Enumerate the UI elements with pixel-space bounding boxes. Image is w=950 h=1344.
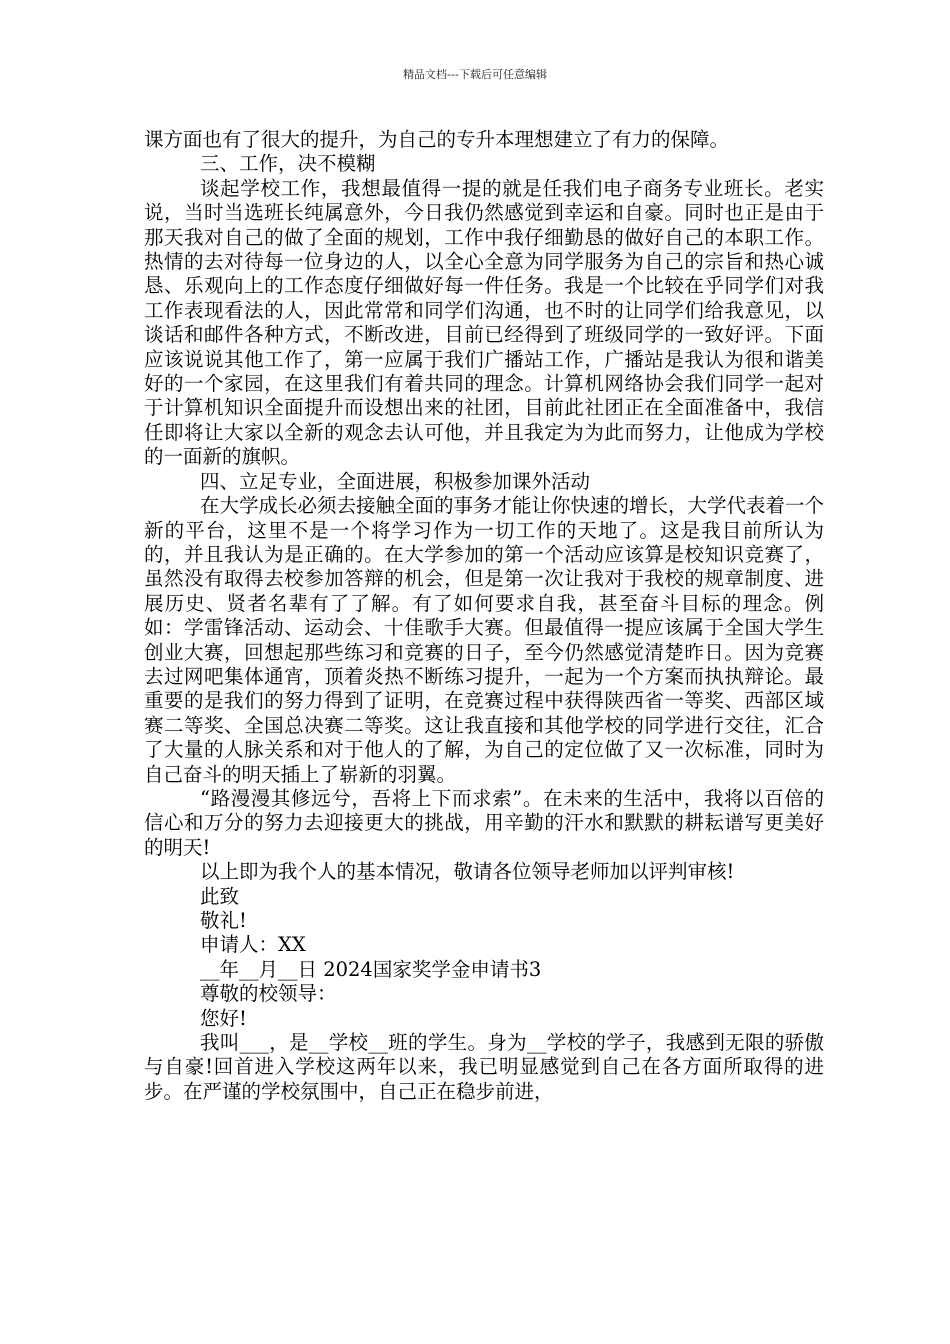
section-heading: 四、立足专业，全面进展，积极参加课外活动 xyxy=(200,469,591,493)
paragraph: 谈起学校工作，我想最值得一提的就是任我们电子商务专业班长。老实说，当时当选班长纯属意外，今日我仍然感觉到幸运和自豪。同时也正是由于那天我对自己的做了全面的规划，工作中我仔细勤恳的做好自己的本职工作。热情的去对待每一位身边的人，以全心全意为同学服务为自己的宗旨和热心诚恳、乐观向上的工作态度仔细做好每一件任务。我是一个比较在乎同学们对我工作表现看法的人，因此常常和同学们沟通，也不时的让同学们给我意见，以谈话和邮件各种方式，不断改进，目前已经得到了班级同学的一致好评。下面应该说说其他工作了，第一应属于我们广播站工作，广播站是我认为很和谐美好的一个家园，在这里我们有着共同的理念。计算机网络协会我们同学一起对于计算机知识全面提升而设想出来的社团，目前此社团正在全面准备中，我信任即将让大家以全新的观念去认可他，并且我定为为此而努力，让他成为学校的一面新的旗帜。 xyxy=(144,176,824,469)
salutation-regards: 敬礼! xyxy=(200,909,247,932)
section-heading: 三、工作，决不模糊 xyxy=(200,152,376,176)
paragraph: 在大学成长必须去接触全面的事务才能让你快速的增长，大学代表着一个新的平台，这里不是一个将学习作为一切工作的天地了。这是我目前所认为的，并且我认为是正确的。在大学参加的第一个活动应该算是校知识竞赛了，虽然没有取得去校参加答辩的机会，但是第一次让我对于我校的规章制度、进展历史、贤者名辈有了了解。有了如何要求自我，甚至奋斗目标的理念。例如：学雷锋活动、运动会、十佳歌手大赛。但最值得一提应该属于全国大学生创业大赛，回想起那些练习和竞赛的日子，至今仍然感觉清楚昨日。因为竞赛去过网吧集体通宵，顶着炎热不断练习提升，一起为一个方案而执执辩论。最重要的是我们的努力得到了证明，在竞赛过程中获得陕西省一等奖、西部区域赛二等奖、全国总决赛二等奖。这让我直接和其他学校的同学进行交往，汇合了大量的人脉关系和对于他人的了解，为自己的定位做了又一次标准，同时为自己奋斗的明天插上了崭新的羽翼。 xyxy=(144,494,825,786)
closing-statement: 以上即为我个人的基本情况，敬请各位领导老师加以评判审核! xyxy=(200,860,735,884)
salutation-closing: 此致 xyxy=(200,884,240,908)
greeting-recipient: 尊敬的校领导： xyxy=(200,982,337,1006)
page-header: 精品文档---下载后可任意编辑 xyxy=(403,68,547,81)
date-and-next-title: __年__月__日 2024国家奖学金申请书3 xyxy=(200,957,542,981)
paragraph: 课方面也有了很大的提升，为自己的专升本理想建立了有力的保障。 xyxy=(144,128,730,151)
paragraph: “路漫漫其修远兮，吾将上下而求索”。在未来的生活中，我将以百倍的信心和万分的努力去迎接更大的挑战，用辛勤的汗水和默默的耕耘谱写更美好的明天! xyxy=(144,786,824,859)
paragraph: 我叫___，是__学校__班的学生。身为__学校的学子，我感到无限的骄傲与自豪!回首进入学校这两年以来，我已明显感觉到自己在各方面所取得的进步。在严谨的学校氛围中，自己正在稳步前进， xyxy=(144,1031,824,1103)
greeting: 您好! xyxy=(200,1006,247,1030)
document-body xyxy=(144,128,824,1104)
applicant-signature: 申请人：XX xyxy=(200,933,306,957)
